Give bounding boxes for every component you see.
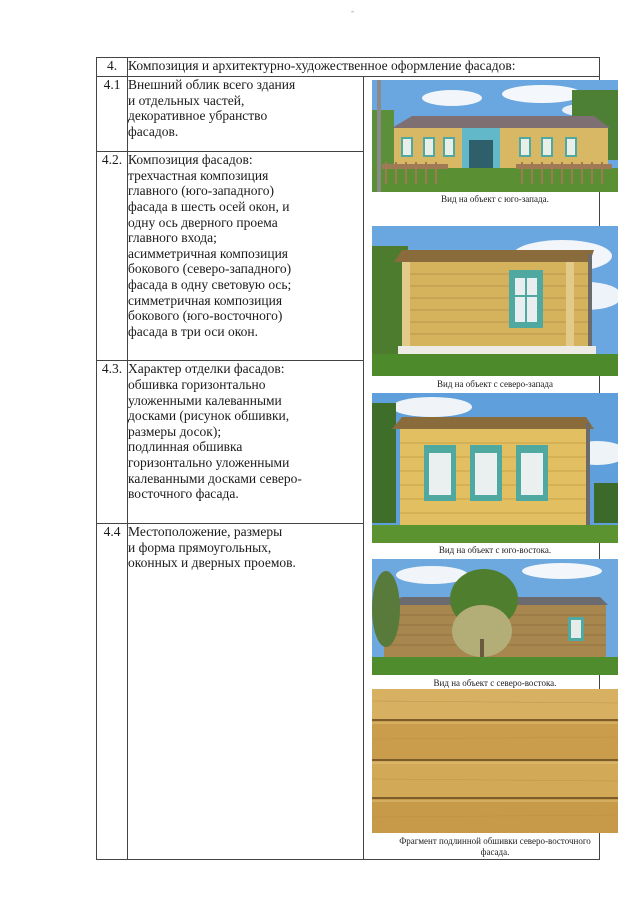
text-line: подлинная обшивка [128, 439, 243, 455]
text-line: фасада в три оси окон. [128, 323, 258, 339]
text-line: калеванными досками северо- [128, 470, 302, 486]
row-number: 4.2. [97, 152, 128, 361]
text-line: размеры досок); [128, 423, 222, 439]
photo-northwest [372, 226, 618, 376]
text-line: уложенными калеванными [128, 392, 282, 408]
photo-board-fragment [372, 689, 618, 833]
photo-caption: Вид на объект с юго-востока. [438, 545, 552, 555]
text-line: фасада в одну световую ось; [128, 276, 292, 292]
text-line: бокового (северо-западного) [128, 261, 292, 277]
text-line: Местоположение, размеры [128, 524, 283, 540]
text-line: фасада в шесть осей окон, и [128, 198, 290, 214]
row-number: 4.3. [97, 361, 128, 524]
row-number: 4.1 [97, 77, 128, 152]
table-header-row [97, 58, 600, 77]
row-text [128, 152, 364, 361]
text-line: бокового (юго-восточного) [128, 308, 283, 324]
text-line: главного (юго-западного) [128, 183, 274, 199]
text-line: и форма прямоугольных, [128, 539, 272, 555]
caption-line: фасада. [480, 847, 510, 857]
text-line: симметричная композиция [128, 292, 283, 308]
text-line: одну ось дверного проема [128, 214, 278, 230]
photo-caption: Вид на объект с северо-запада [437, 379, 553, 389]
text-line: трехчастная композиция [128, 167, 269, 183]
text-line: досками (рисунок обшивки, [128, 408, 290, 424]
photo-southwest [372, 80, 618, 192]
text-line: и отдельных частей, [128, 92, 245, 108]
photo-caption: Вид на объект с юго-запада. [441, 194, 549, 204]
photo-caption [368, 836, 622, 858]
text-line: Композиция фасадов: [128, 152, 253, 168]
facade-table [96, 57, 600, 860]
text-line: оконных и дверных проемов. [128, 555, 296, 571]
header-number: 4. [97, 58, 128, 77]
row-text [128, 77, 364, 152]
photo-northeast [372, 559, 618, 675]
text-line: фасадов. [128, 123, 179, 139]
photo-southeast [372, 393, 618, 543]
header-title: Композиция и архитектурно-художественное оформление фасадов: [128, 58, 600, 77]
text-line: главного входа; [128, 230, 217, 246]
table-row [97, 77, 600, 152]
text-line: асимметричная композиция [128, 245, 289, 261]
row-text [128, 361, 364, 524]
text-line: Характер отделки фасадов: [128, 361, 285, 377]
photo-caption: Вид на объект с северо-востока. [433, 678, 557, 688]
page-mark: - [351, 6, 354, 16]
text-line: восточного фасада. [128, 486, 239, 502]
caption-line: Фрагмент подлинной обшивки северо-восточного [399, 836, 591, 846]
row-text [128, 524, 364, 860]
text-line: горизонтально уложенными [128, 454, 290, 470]
text-line: Внешний облик всего здания [128, 77, 296, 92]
row-number: 4.4 [97, 524, 128, 860]
text-line: обшивка горизонтально [128, 376, 266, 392]
photo-column [364, 77, 600, 860]
text-line: декоративное убранство [128, 108, 268, 124]
